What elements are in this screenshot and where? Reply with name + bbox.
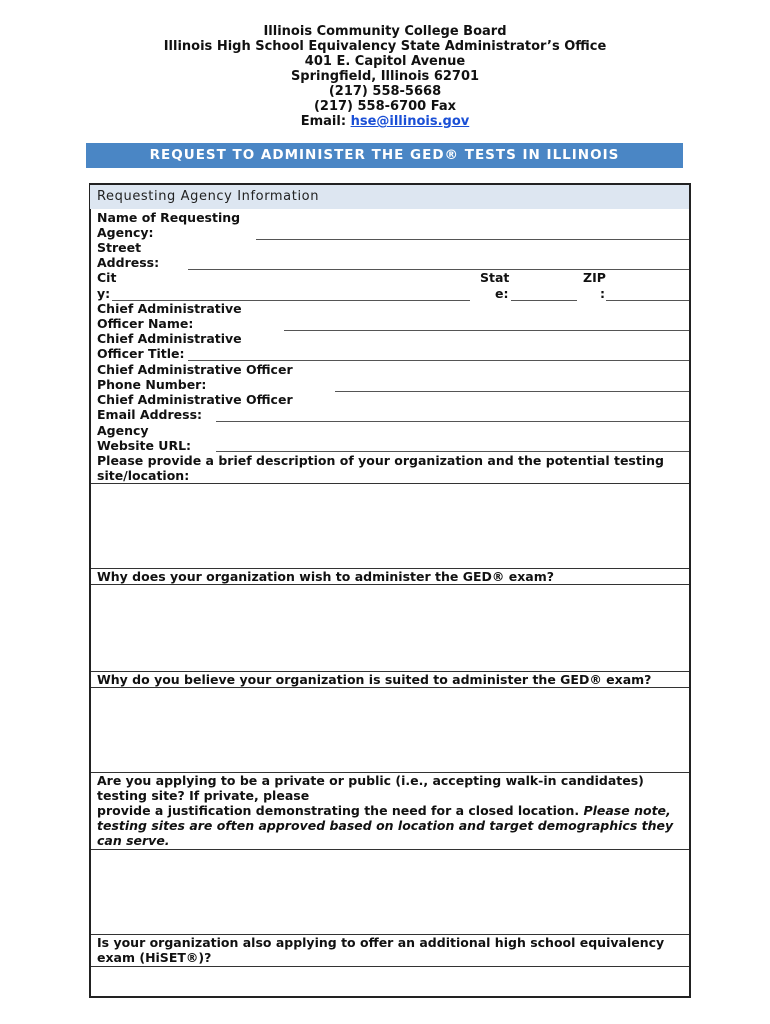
zip-label-2: :: [600, 286, 605, 301]
q3-answer-box[interactable]: [91, 688, 689, 772]
email-link[interactable]: hse@illinois.gov: [350, 114, 470, 129]
agency-name-field[interactable]: [256, 239, 689, 240]
website-field[interactable]: [216, 451, 689, 452]
q2-prompt: Why does your organization wish to administer the GED® exam?: [97, 569, 554, 584]
header-phone: (217) 558-5668: [328, 84, 442, 99]
cao-phone-field[interactable]: [335, 391, 689, 392]
cao-name-label-2: Officer Name:: [97, 316, 194, 331]
q1-answer-box[interactable]: [91, 484, 689, 568]
header-city: Springfield, Illinois 62701: [290, 69, 480, 84]
q4-prompt: [97, 773, 682, 848]
agency-name-label-1: Name of Requesting: [97, 210, 241, 225]
street-label-1: Street: [97, 240, 142, 255]
q3-prompt: Why do you believe your organization is suited to administer the GED® exam?: [97, 672, 652, 687]
q5-prompt: [97, 935, 682, 965]
state-label-2: e:: [495, 286, 509, 301]
q5-line-2: exam (HiSET®)?: [97, 950, 212, 965]
header-street: 401 E. Capitol Avenue: [304, 54, 466, 69]
q5-answer-box[interactable]: [91, 967, 689, 995]
q5-line-1: Is your organization also applying to offer an additional high school equivalency: [97, 935, 665, 950]
zip-label-1: ZIP: [583, 270, 606, 285]
header-fax: (217) 558-6700 Fax: [313, 99, 457, 114]
title-banner: REQUEST TO ADMINISTER THE GED® TESTS IN ILLINOIS: [86, 143, 683, 168]
cao-name-label-1: Chief Administrative: [97, 301, 242, 316]
zip-field[interactable]: [606, 300, 689, 301]
q4-line-3-text: provide a justification demonstrating the need for a closed location.: [97, 803, 584, 818]
state-label-1: Stat: [480, 270, 510, 285]
q4-note-1: Please note,: [583, 803, 671, 818]
q4-line-1: Are you applying to be a private or public (i.e., accepting walk-in candidates): [97, 773, 644, 788]
street-label-2: Address:: [97, 255, 160, 270]
q2-answer-box[interactable]: [91, 585, 689, 671]
q4-answer-box[interactable]: [91, 850, 689, 934]
section-title: Requesting Agency Information: [97, 189, 320, 204]
q4-line-3: [97, 803, 682, 818]
email-label: Email:: [300, 114, 351, 129]
cao-phone-label-1: Chief Administrative Officer: [97, 362, 293, 377]
cao-name-field[interactable]: [284, 330, 689, 331]
agency-name-label-2: Agency:: [97, 225, 154, 240]
cao-title-label-1: Chief Administrative: [97, 331, 242, 346]
cao-phone-label-2: Phone Number:: [97, 377, 207, 392]
website-label-2: Website URL:: [97, 438, 192, 453]
street-field[interactable]: [188, 269, 689, 270]
cao-title-field[interactable]: [188, 360, 689, 361]
header-office: Illinois High School Equivalency State Administrator’s Office: [163, 39, 607, 54]
state-field[interactable]: [511, 300, 577, 301]
section-header: [90, 185, 689, 209]
cao-email-label-2: Email Address:: [97, 407, 203, 422]
header-org: Illinois Community College Board: [263, 24, 507, 39]
q4-note-2: testing sites are often approved based on location and target demographics they: [97, 818, 674, 833]
cao-email-label-1: Chief Administrative Officer: [97, 392, 293, 407]
cao-email-field[interactable]: [216, 421, 689, 422]
city-label-1: Cit: [97, 270, 117, 285]
q1-prompt: [97, 453, 682, 483]
cao-title-label-2: Officer Title:: [97, 346, 185, 361]
header-email-line: [0, 114, 770, 129]
website-label-1: Agency: [97, 423, 149, 438]
q4-line-2: testing site? If private, please: [97, 788, 310, 803]
city-label-2: y:: [97, 286, 111, 301]
q1-line-2: site/location:: [97, 468, 190, 483]
q4-note-3: can serve.: [97, 833, 170, 848]
q1-line-1: Please provide a brief description of your organization and the potential testing: [97, 453, 664, 468]
